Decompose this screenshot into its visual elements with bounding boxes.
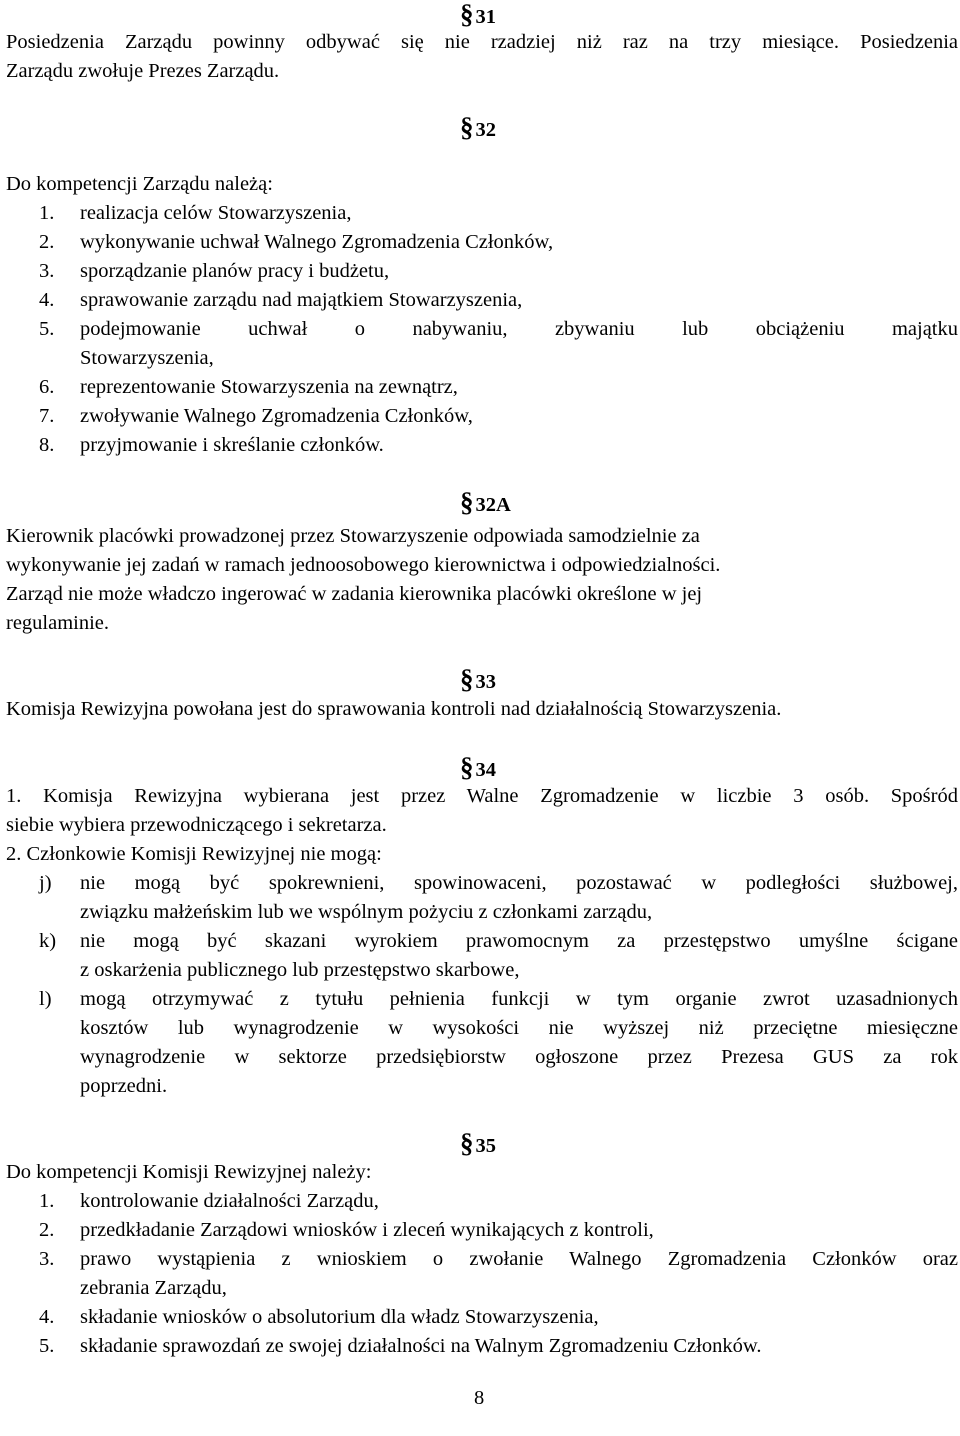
list-item-line: mogą otrzymywać z tytułu pełnienia funkcji w tym organie zwrot uzasadnionych: [80, 988, 958, 1010]
list-item-text: reprezentowanie Stowarzyszenia na zewnątrz,: [80, 376, 458, 398]
list-item-line: Stowarzyszenia,: [80, 347, 214, 369]
section-symbol: §: [460, 1128, 474, 1158]
list-item-text: [80, 985, 958, 1101]
list-item-text: składanie wniosków o absolutorium dla władz Stowarzyszenia,: [80, 1306, 599, 1328]
list-item-number: 1.: [39, 1190, 55, 1212]
list-item-line: prawo wystąpienia z wnioskiem o zwołanie Walnego Zgromadzenia Członków oraz: [80, 1248, 958, 1270]
section-heading-32: [460, 113, 540, 145]
paragraph-34-1-line-1: 1. Komisja Rewizyjna wybierana jest przez Walne Zgromadzenie w liczbie 3 osób. Spośród: [6, 785, 958, 807]
list-item-number: 2.: [39, 231, 55, 253]
list-item-text: przyjmowanie i skreślanie członków.: [80, 434, 384, 456]
paragraph-32a-line-1: Kierownik placówki prowadzonej przez Stowarzyszenie odpowiada samodzielnie za: [6, 525, 700, 547]
list-item-text: zwoływanie Walnego Zgromadzenia Członków,: [80, 405, 473, 427]
list-item-line: zebrania Zarządu,: [80, 1277, 227, 1299]
list-item-number: 4.: [39, 289, 55, 311]
list-item-line: z oskarżenia publicznego lub przestępstwo skarbowe,: [80, 959, 520, 981]
list-item-line: nie mogą być spokrewnieni, spowinowaceni, pozostawać w podległości służbowej,: [80, 872, 958, 894]
section-heading-34: [460, 753, 540, 785]
list-item-line: wynagrodzenie w sektorze przedsiębiorstw ogłoszone przez Prezesa GUS za rok: [80, 1046, 958, 1068]
section-heading-35: [460, 1129, 540, 1161]
paragraph-33: Komisja Rewizyjna powołana jest do sprawowania kontroli nad działalnością Stowarzyszenia.: [6, 698, 782, 720]
list-item-line: poprzedni.: [80, 1075, 168, 1097]
paragraph-34-2: 2. Członkowie Komisji Rewizyjnej nie mogą:: [6, 843, 382, 865]
section-number: 35: [475, 1135, 496, 1157]
list-item-line: kosztów lub wynagrodzenie w wysokości nie wyższej niż przeciętne miesięczne: [80, 1017, 958, 1039]
section-symbol: §: [460, 487, 474, 517]
list-item-text: przedkładanie Zarządowi wniosków i zleceń wynikających z kontroli,: [80, 1219, 654, 1241]
paragraph-31-line-1: Posiedzenia Zarządu powinny odbywać się nie rzadziej niż raz na trzy miesiące. Posiedzenia: [6, 31, 958, 53]
list-item-letter: k): [39, 930, 57, 952]
list-item-line: podejmowanie uchwał o nabywaniu, zbywaniu lub obciążeniu majątku: [80, 318, 958, 340]
list-item-line: związku małżeńskim lub we wspólnym pożyciu z członkami zarządu,: [80, 901, 653, 923]
list-item-number: 8.: [39, 434, 55, 456]
list-item-number: 3.: [39, 260, 55, 282]
list-item-number: 6.: [39, 376, 55, 398]
section-32-intro: Do kompetencji Zarządu należą:: [6, 173, 273, 195]
list-item-text: [80, 869, 958, 927]
list-item-text: realizacja celów Stowarzyszenia,: [80, 202, 352, 224]
list-item-text: [80, 1245, 958, 1303]
list-item-text: składanie sprawozdań ze swojej działalności na Walnym Zgromadzeniu Członków.: [80, 1335, 762, 1357]
list-item-text: [80, 315, 958, 373]
section-35-intro: Do kompetencji Komisji Rewizyjnej należy:: [6, 1161, 372, 1183]
section-number: 34: [475, 759, 496, 781]
section-symbol: §: [460, 0, 474, 29]
paragraph-32a-line-2: wykonywanie jej zadań w ramach jednoosobowego kierownictwa i odpowiedzialności.: [6, 554, 721, 576]
section-symbol: §: [460, 664, 474, 694]
section-number: 31: [475, 6, 496, 28]
list-item-letter: j): [39, 872, 52, 894]
list-item-text: sporządzanie planów pracy i budżetu,: [80, 260, 390, 282]
list-item-number: 4.: [39, 1306, 55, 1328]
list-item-number: 5.: [39, 318, 55, 340]
list-item-number: 7.: [39, 405, 55, 427]
list-item-number: 2.: [39, 1219, 55, 1241]
list-item-text: [80, 927, 958, 985]
page-number: 8: [474, 1387, 485, 1409]
list-item-letter: l): [39, 988, 52, 1010]
list-item-line: nie mogą być skazani wyrokiem prawomocnym za przestępstwo umyślne ścigane: [80, 930, 958, 952]
paragraph-32a-line-3: Zarząd nie może władczo ingerować w zadania kierownika placówki określone w jej: [6, 583, 703, 605]
paragraph-34-1-line-2: siebie wybiera przewodniczącego i sekretarza.: [6, 814, 387, 836]
list-item-number: 3.: [39, 1248, 55, 1270]
list-item-number: 1.: [39, 202, 55, 224]
section-number: 32: [475, 119, 496, 141]
paragraph-31-line-2: Zarządu zwołuje Prezes Zarządu.: [6, 60, 280, 82]
section-symbol: §: [460, 112, 474, 142]
paragraph-32a-line-4: regulaminie.: [6, 612, 110, 634]
list-item-text: wykonywanie uchwał Walnego Zgromadzenia Członków,: [80, 231, 554, 253]
section-heading-33: [460, 665, 540, 697]
list-item-text: kontrolowanie działalności Zarządu,: [80, 1190, 379, 1212]
list-item-number: 5.: [39, 1335, 55, 1357]
section-heading-32a: [460, 488, 540, 520]
section-number: 32A: [475, 494, 511, 516]
section-number: 33: [475, 671, 496, 693]
section-symbol: §: [460, 752, 474, 782]
list-item-text: sprawowanie zarządu nad majątkiem Stowarzyszenia,: [80, 289, 523, 311]
